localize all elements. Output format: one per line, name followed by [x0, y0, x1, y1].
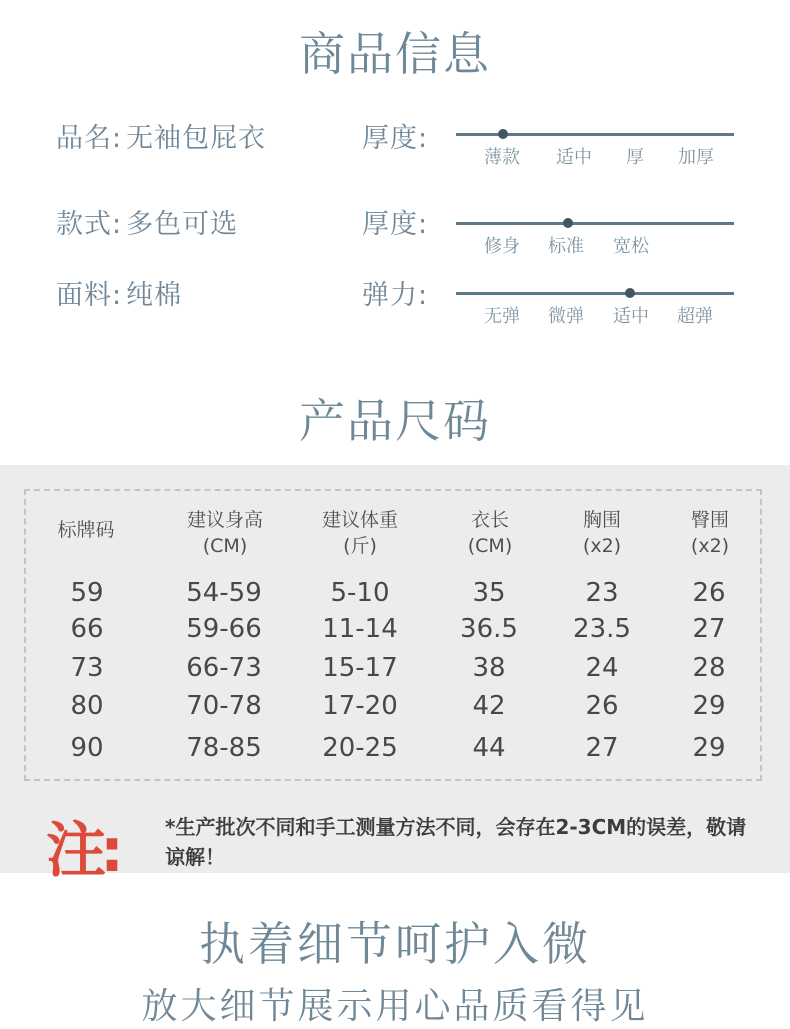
table-cell: 11-14 — [322, 614, 398, 644]
table-cell: 26 — [692, 578, 726, 608]
table-cell: 17-20 — [322, 691, 398, 721]
table-cell: 59-66 — [186, 614, 262, 644]
scale-track-thickness — [456, 133, 734, 136]
table-cell: 73 — [70, 653, 104, 683]
table-header — [300, 507, 420, 559]
scale-label-elasticity: 弹力: — [362, 280, 429, 311]
info-row-style — [56, 202, 238, 241]
table-cell: 80 — [70, 691, 104, 721]
table-cell: 24 — [585, 653, 619, 683]
header-line: (x2) — [690, 535, 730, 557]
scale-option: 标准 — [548, 236, 584, 257]
scale-label-thickness: 厚度: — [362, 123, 429, 154]
table-cell: 78-85 — [186, 733, 262, 763]
table-header — [36, 517, 136, 543]
info-value: 无袖包屁衣 — [126, 123, 267, 154]
header-line: 建议身高 — [186, 509, 263, 531]
table-cell: 23 — [585, 578, 619, 608]
scale-track-elasticity — [456, 292, 734, 295]
scale-marker — [498, 129, 508, 139]
scale-option: 薄款 — [484, 147, 520, 168]
header-line: 标牌码 — [57, 519, 115, 541]
info-key: 面料: — [56, 280, 123, 311]
scale-option: 加厚 — [678, 147, 714, 168]
scale-option: 修身 — [484, 236, 520, 257]
table-cell: 26 — [585, 691, 619, 721]
info-row-fabric — [56, 273, 182, 312]
table-cell: 90 — [70, 733, 104, 763]
info-value: 纯棉 — [126, 280, 183, 311]
table-cell: 20-25 — [322, 733, 398, 763]
table-cell: 66-73 — [186, 653, 262, 683]
table-cell: 70-78 — [186, 691, 262, 721]
scale-option: 厚 — [626, 147, 644, 168]
table-cell: 15-17 — [322, 653, 398, 683]
scale-option: 宽松 — [613, 236, 649, 257]
scale-marker — [625, 288, 635, 298]
scale-option: 适中 — [556, 147, 592, 168]
table-cell: 5-10 — [330, 578, 390, 608]
table-cell: 29 — [692, 733, 726, 763]
info-key: 款式: — [56, 209, 123, 240]
product-info-title: 商品信息 — [299, 27, 491, 81]
scale-option: 无弹 — [484, 306, 520, 327]
header-line: (x2) — [582, 535, 622, 557]
header-line: 胸围 — [582, 509, 621, 531]
scale-option: 微弹 — [548, 306, 584, 327]
table-header — [552, 507, 652, 559]
size-chart-title: 产品尺码 — [299, 394, 491, 448]
header-line: (CM) — [202, 535, 248, 557]
scale-marker — [563, 218, 573, 228]
table-cell: 27 — [585, 733, 619, 763]
table-cell: 35 — [472, 578, 506, 608]
info-value: 多色可选 — [126, 209, 239, 240]
table-header — [660, 507, 760, 559]
info-row-name — [56, 116, 266, 155]
table-cell: 54-59 — [186, 578, 262, 608]
note-mark: 注: — [46, 816, 118, 886]
scale-label-fit: 厚度: — [362, 209, 429, 240]
footer-title: 执着细节呵护入微 — [199, 917, 591, 971]
table-cell: 44 — [472, 733, 506, 763]
header-line: 臀围 — [690, 509, 729, 531]
table-cell: 38 — [472, 653, 506, 683]
table-header — [165, 507, 285, 559]
table-header — [440, 507, 540, 559]
header-line: (斤) — [343, 535, 377, 557]
table-cell: 36.5 — [460, 614, 518, 644]
table-cell: 23.5 — [573, 614, 631, 644]
table-cell: 28 — [692, 653, 726, 683]
measurement-note: *生产批次不同和手工测量方法不同，会存在2-3CM的误差，敬请谅解！ — [165, 815, 747, 869]
table-cell: 42 — [472, 691, 506, 721]
header-line: 建议体重 — [321, 509, 398, 531]
table-cell: 66 — [70, 614, 104, 644]
size-chart-panel — [0, 465, 790, 886]
table-cell: 59 — [70, 578, 104, 608]
scale-track-fit — [456, 222, 734, 225]
info-key: 品名: — [56, 123, 123, 154]
scale-option: 超弹 — [677, 306, 713, 327]
table-cell: 27 — [692, 614, 726, 644]
header-line: (CM) — [467, 535, 513, 557]
footer-subtitle: 放大细节展示用心品质看得见 — [141, 986, 649, 1027]
scale-option: 适中 — [613, 306, 649, 327]
header-line: 衣长 — [470, 509, 509, 531]
table-cell: 29 — [692, 691, 726, 721]
